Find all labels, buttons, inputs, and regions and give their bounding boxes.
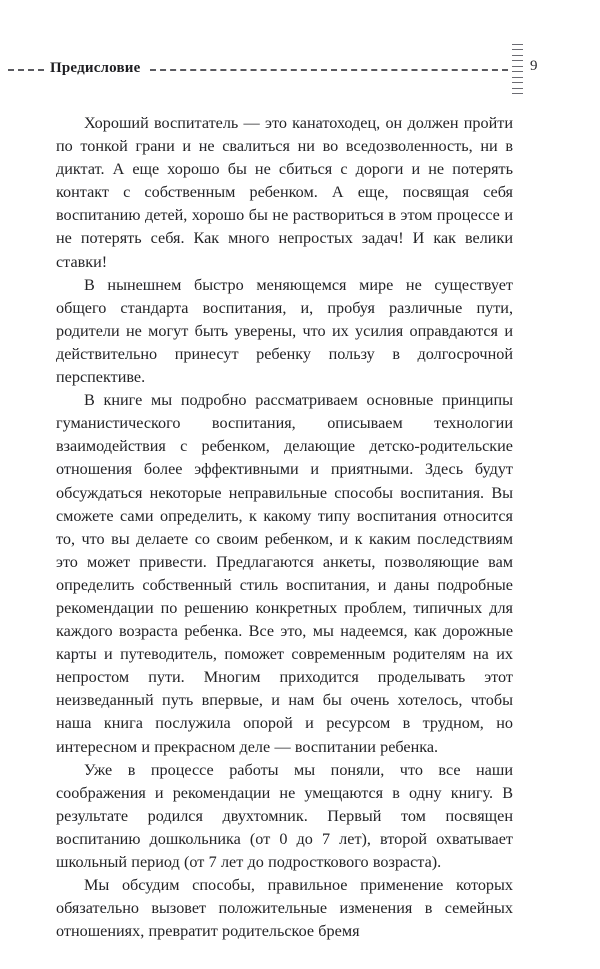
body-text — [56, 112, 513, 943]
page-number: 9 — [530, 58, 538, 74]
paragraph: Хороший воспитатель — это канатоходец, он должен пройти по тонкой грани и не свалиться ни во вседозволенность, ни в диктат. А еще хорошо бы не сбиться с дороги и не потерять контакт с собственным ребенком. А еще, посвящая себя воспитанию детей, хорошо бы не раствориться в этом процессе и не потерять себя. Как много непростых задач! И как велики ставки! — [56, 114, 513, 271]
running-head-title: Предисловие — [50, 60, 141, 76]
header-rule-right — [150, 69, 508, 71]
paragraph: Уже в процессе работы мы поняли, что все наши соображения и рекомендации не умещаются в одну книгу. В результате родился двухтомник. Первый том посвящен воспитанию дошкольника (от 0 до 7 лет), второй охватывает школьный период (от 7 лет до подросткового возраста). — [56, 760, 513, 871]
paragraph: В нынешнем быстро меняющемся мире не существует общего стандарта воспитания, и, пробуя различные пути, родители не могут быть уверены, что их усилия оправдаются и действительно принесут ребенку пользу в долгосрочной перспективе. — [56, 275, 513, 387]
header-vertical-dash-rule — [512, 44, 523, 94]
header-rule-left — [8, 69, 44, 71]
running-header — [0, 56, 600, 80]
paragraph: В книге мы подробно рассматриваем основные принципы гуманистического воспитания, описываем технологии взаимодействия с ребенком, делающие детско-родительские отношения более эффективными и приятными. Здесь будут обсуждаться некоторые неправильные способы воспитания. Вы сможете сами определить, к какому типу воспитания относится то, что вы делаете со своим ребенком, и к каким последствиям это может привести. Предлагаются анкеты, позволяющие вам определить собственный стиль воспитания, и даны подробные рекомендации по решению конкретных проблем, типичных для каждого возраста ребенка. Все это, мы надеемся, как дорожные карты и путеводитель, поможет современным родителям на их непростом пути. Многим приходится проделывать этот неизведанный путь впервые, и нам бы очень хотелось, чтобы наша книга послужила опорой и ресурсом в трудном, но интересном и прекрасном деле — воспитании ребенка. — [56, 391, 513, 756]
paragraph: Мы обсудим способы, правильное применение которых обязательно вызовет положительные изменения в семейных отношениях, превратит родительское бремя — [56, 876, 513, 941]
